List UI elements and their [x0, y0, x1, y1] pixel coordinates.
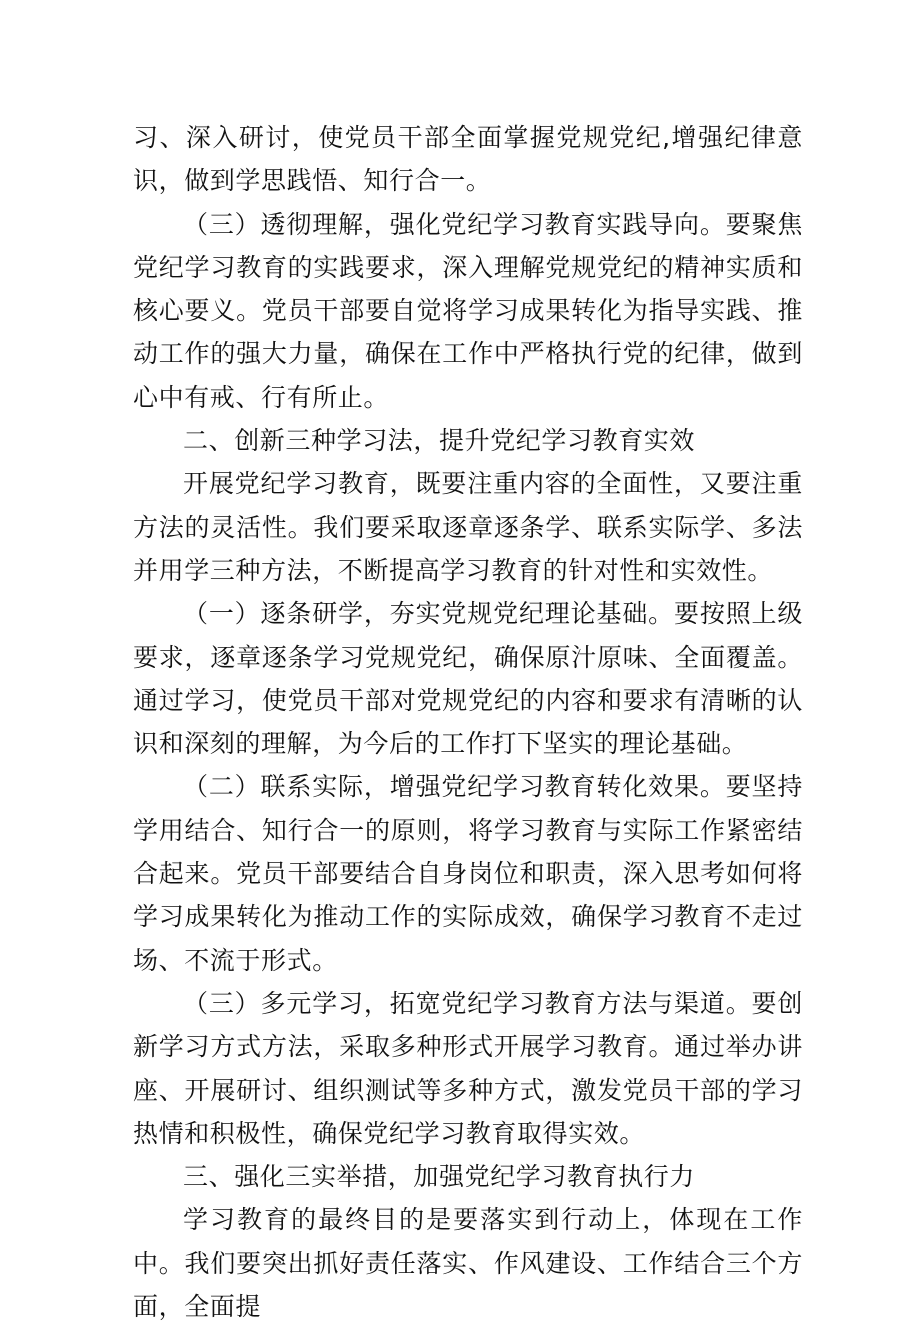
- paragraph-section-2-intro: 开展党纪学习教育，既要注重内容的全面性，又要注重方法的灵活性。我们要采取逐章逐条学、联系实际学、多法并用学三种方法，不断提高学习教育的针对性和实效性。: [133, 469, 803, 585]
- section-heading-3: 三、强化三实举措，加强党纪学习教育执行力: [183, 1162, 696, 1192]
- paragraph-subsection-2-practice: （二）联系实际，增强党纪学习教育转化效果。要坚持学用结合、知行合一的原则，将学习教育与实际工作紧密结合起来。党员干部要结合自身岗位和职责，深入思考如何将学习成果转化为推动工作的实际成效，确保学习教育不走过场、不流于形式。: [133, 772, 803, 975]
- paragraph-section-3-intro: 学习教育的最终目的是要落实到行动上，体现在工作中。我们要突出抓好责任落实、作风建设、工作结合三个方面，全面提: [133, 1205, 803, 1322]
- paragraph-subsection-3-understanding: （三）透彻理解，强化党纪学习教育实践导向。要聚焦党纪学习教育的实践要求，深入理解党规党纪的精神实质和核心要义。党员干部要自觉将学习成果转化为指导实践、推动工作的强大力量，确保在工作中严格执行党的纪律，做到心中有戒、行有所止。: [133, 209, 803, 412]
- paragraph-subsection-3-diverse: （三）多元学习，拓宽党纪学习教育方法与渠道。要创新学习方式方法，采取多种形式开展学习教育。通过举办讲座、开展研讨、组织测试等多种方式，激发党员干部的学习热情和积极性，确保党纪学习教育取得实效。: [133, 988, 803, 1148]
- section-heading-2: 二、创新三种学习法，提升党纪学习教育实效: [183, 426, 696, 456]
- paragraph-subsection-1-study: （一）逐条研学，夯实党规党纪理论基础。要按照上级要求，逐章逐条学习党规党纪，确保原汁原味、全面覆盖。通过学习，使党员干部对党规党纪的内容和要求有清晰的认识和深刻的理解，为今后的工作打下坚实的理论基础。: [133, 599, 803, 759]
- document-body: [133, 116, 803, 1328]
- paragraph-continuation: 习、深入研讨，使党员干部全面掌握党规党纪,增强纪律意识，做到学思践悟、知行合一。: [133, 123, 803, 196]
